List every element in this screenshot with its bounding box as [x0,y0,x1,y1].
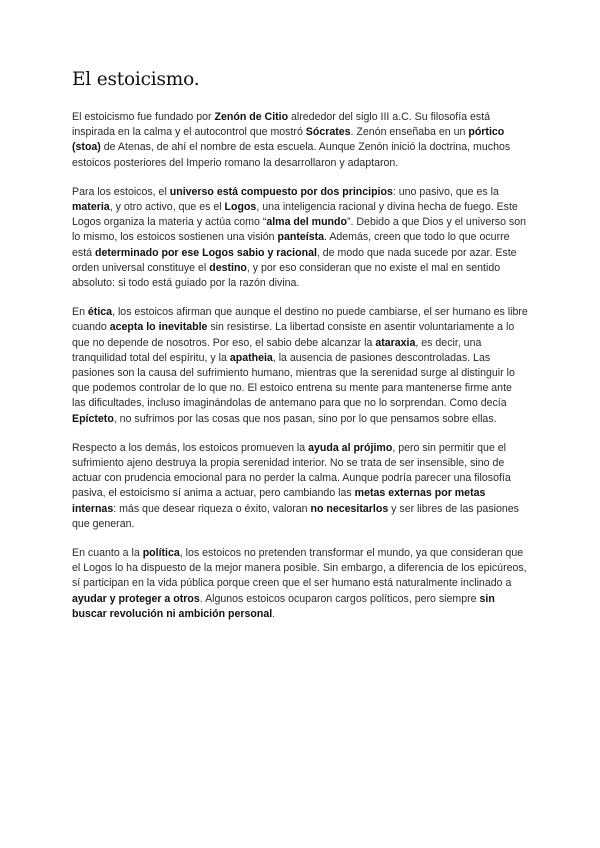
text-run: , los estoicos afirman que aunque el destino no puede cambiarse, el ser humano es libre cuando [72,306,528,334]
bold-term: Logos [224,201,257,214]
text-run: , es decir, una tranquilidad total del espíritu, y la [72,336,482,364]
text-run: El estoicismo fue fundado por [72,111,215,123]
bold-term: ataraxia [375,336,416,349]
bold-term: política [142,547,180,560]
text-run: , y por eso consideran que no existe el mal en sentido absoluto: si todo está guiado por la razón divina. [72,261,501,290]
text-run: y ser libres de las pasiones que generan. [72,502,519,530]
bold-term: Zenón de Citio [214,111,289,123]
text-run: , de modo que nada sucede por azar. Este orden universal constituye el [72,246,517,274]
bold-term: Sócrates [305,126,351,139]
text-run: . Algunos estoicos ocuparon cargos políticos, pero siempre [199,592,480,605]
bold-term: ayudar y proteger a otros [72,592,200,605]
text-run: . [272,607,276,620]
bold-term: apatheia [229,351,273,364]
document-title: El estoicismo. [72,69,200,90]
bold-term: alma del mundo [266,216,347,229]
paragraph-5 [72,546,528,622]
text-run: Respecto a los demás, los estoicos promueven la [72,441,309,454]
text-run: de Atenas, de ahí el nombre de esta escuela. Aunque Zenón inició la doctrina, muchos estoicos posteriores del Imperio romano la desarrollaron y adaptaron. [72,141,511,169]
bold-term: panteísta [277,231,325,244]
bold-term: universo está compuesto por dos principios [169,185,393,198]
text-run: : más que desear riqueza o éxito, valoran [113,502,311,515]
text-run: sin resistirse. La libertad consiste en asentir voluntariamente a lo que no depende de nosotros. Por eso, el sabio debe alcanzar la [72,321,515,349]
document-page [72,68,528,636]
text-run: , la ausencia de pasiones descontroladas. Las pasiones son la causa del sufrimiento humano, mientras que la serenidad surge al distinguir lo que podemos controlar de lo que no. El estoico entrena su mente para mantenerse firme ante las dificultades, incluso imaginándolas de antemano para que no lo sorprendan. Como decía [72,351,515,410]
text-run: . Zenón enseñaba en un [350,126,469,139]
text-run: , los estoicos no pretenden transformar el mundo, ya que consideran que el Logos lo ha dispuesto de la mejor manera posible. Sin embargo, a diferencia de los epicúreos, sí participan en la vida pública porque creen que el ser humano está naturalmente inclinado a [72,547,527,590]
text-run: alrededor del siglo III a.C. Su filosofía está inspirada en la calma y el autocontrol que mostró [72,111,491,139]
text-run: En [72,306,88,319]
bold-term: determinado por ese Logos sabio y racional [94,246,317,259]
bold-term: Epícteto [72,412,114,425]
paragraph-1 [72,110,528,171]
bold-term: ética [87,306,113,319]
text-run: , una inteligencia racional y divina hecha de fuego. Este Logos organiza la materia y actúa como “ [72,201,518,229]
text-run: : uno pasivo, que es la [392,185,499,198]
bold-term: destino [209,261,247,274]
text-run: . Además, creen que todo lo que ocurre está [72,231,510,259]
text-run: , no sufrimos por las cosas que nos pasan, sino por lo que pensamos sobre ellas. [113,412,497,425]
bold-term: materia [72,201,110,214]
bold-term: no necesitarlos [310,502,389,515]
bold-term: acepta lo inevitable [109,321,208,334]
text-run: ”. Debido a que Dios y el universo son lo mismo, los estoicos sostienen una visión [72,216,526,244]
bold-term: ayuda al prójimo [308,441,393,454]
paragraph-2 [72,185,528,291]
bold-term: sin buscar revolución ni ambición personal [72,592,495,620]
text-run: Para los estoicos, el [72,185,170,198]
document-body [72,110,528,622]
bold-term: pórtico (stoa) [72,126,505,154]
paragraph-4 [72,441,528,532]
text-run: En cuanto a la [72,547,143,560]
text-run: , pero sin permitir que el sufrimiento ajeno destruya la propia serenidad interior. No se trata de ser insensible, sino de actuar con prudencia emocional para no perder la calma. Aunque podría parecer una filosofía pasiva, el estoicismo sí anima a actuar, pero cambiando las [72,441,511,500]
bold-term: metas externas por metas internas [72,487,486,515]
paragraph-3 [72,305,528,427]
text-run: , y otro activo, que es el [109,201,225,214]
